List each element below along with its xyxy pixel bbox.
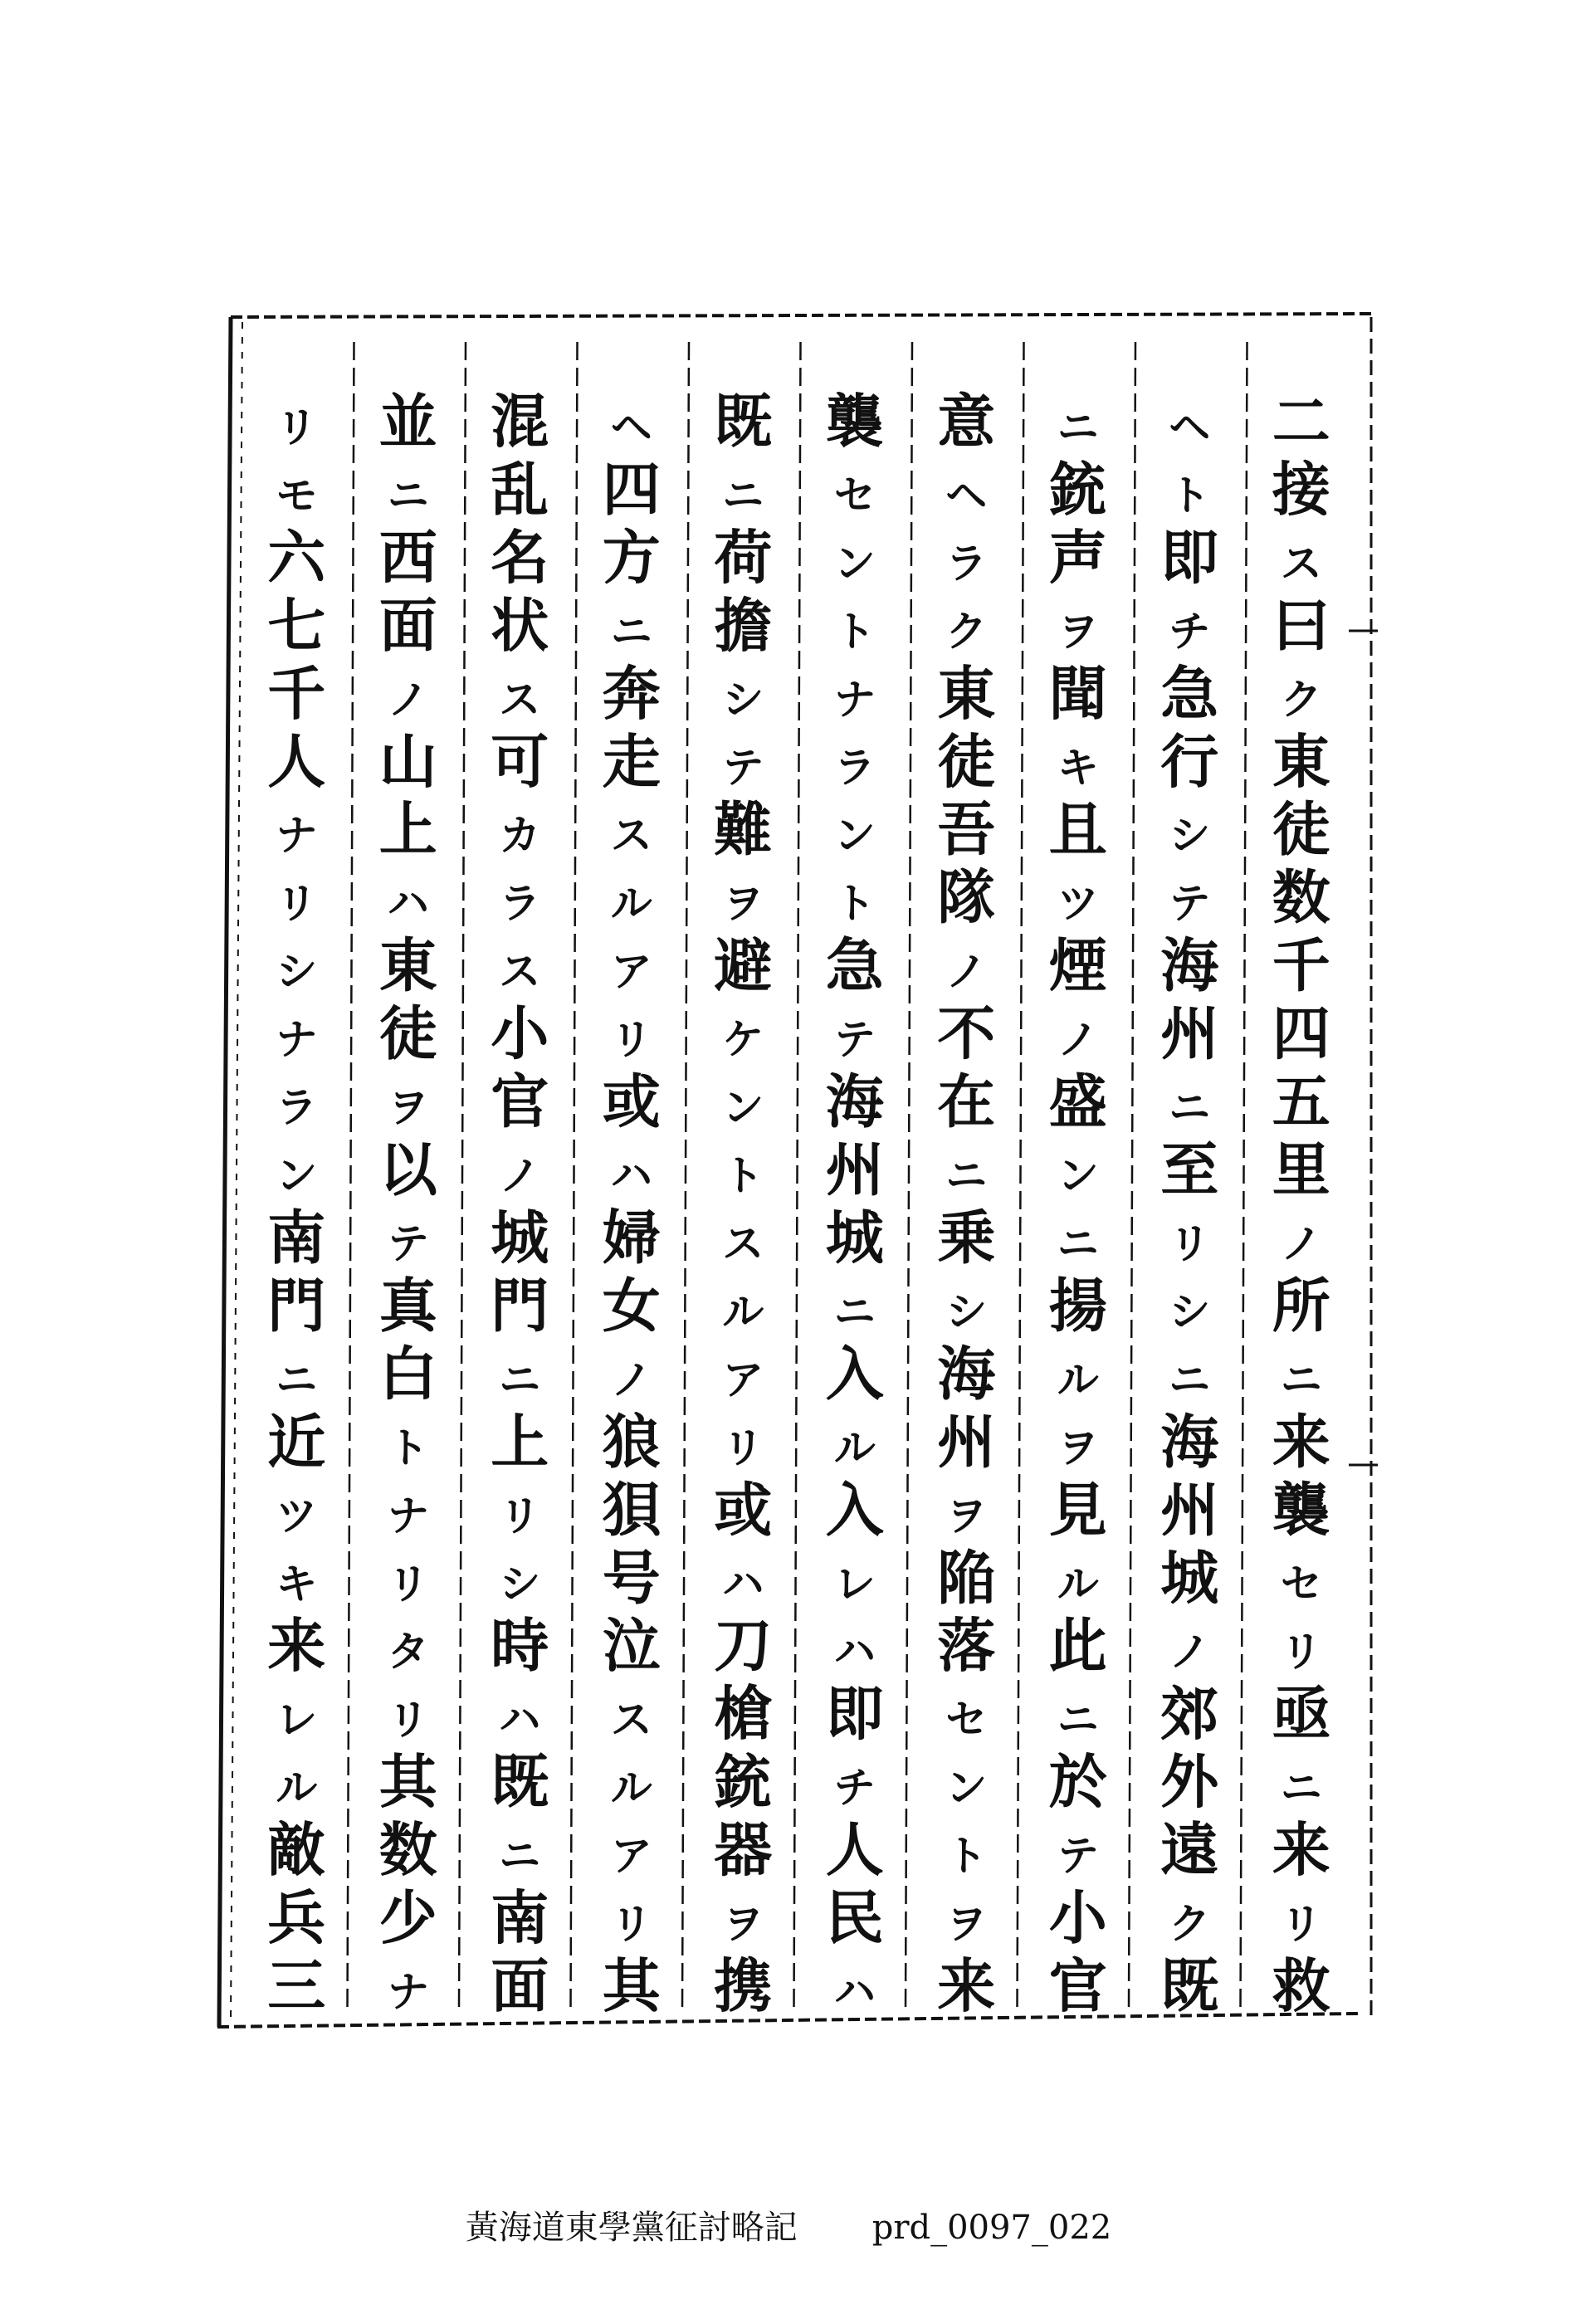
manuscript-glyph: 意 — [937, 388, 996, 456]
manuscript-glyph: 見 — [1048, 1476, 1107, 1545]
manuscript-glyph: 白 — [378, 1340, 437, 1409]
manuscript-glyph: 此 — [1048, 1612, 1107, 1681]
manuscript-glyph: ノ — [1057, 1015, 1099, 1064]
manuscript-glyph: ル — [1057, 1560, 1099, 1609]
manuscript-glyph: 急 — [825, 931, 884, 1000]
manuscript-glyph: リ — [722, 1423, 764, 1472]
manuscript-glyph: リ — [610, 1900, 652, 1949]
manuscript-glyph: ス — [610, 1696, 652, 1745]
manuscript-glyph: 海 — [1160, 931, 1219, 1000]
manuscript-glyph: 徒 — [1272, 795, 1330, 864]
manuscript-glyph: ナ — [833, 675, 876, 724]
manuscript-glyph: セ — [1280, 1560, 1322, 1609]
manuscript-glyph: ニ — [945, 1151, 988, 1200]
manuscript-glyph: ヘ — [945, 471, 988, 520]
manuscript-column-3 — [1048, 403, 1109, 2020]
column-rule-3 — [1018, 342, 1024, 2007]
manuscript-glyph: ラ — [833, 743, 876, 792]
manuscript-glyph: ト — [833, 879, 876, 928]
manuscript-glyph: リ — [1169, 1219, 1211, 1268]
manuscript-glyph: 城 — [491, 1204, 549, 1272]
manuscript-glyph: リ — [387, 1560, 429, 1609]
manuscript-glyph: 陥 — [937, 1544, 996, 1613]
column-rule-7 — [571, 342, 578, 2007]
manuscript-glyph: 襲 — [825, 388, 884, 456]
manuscript-glyph: 避 — [714, 931, 773, 1000]
manuscript-glyph: 既 — [491, 1748, 549, 1817]
manuscript-glyph: ン — [276, 1151, 318, 1200]
manuscript-glyph: 官 — [491, 1067, 549, 1136]
manuscript-glyph: 数 — [378, 1816, 437, 1885]
manuscript-glyph: タ — [387, 1628, 429, 1677]
manuscript-glyph: チ — [1169, 607, 1211, 656]
manuscript-glyph: ラ — [945, 539, 988, 588]
manuscript-glyph: ヲ — [387, 1083, 429, 1132]
manuscript-glyph: ツ — [276, 1492, 318, 1540]
manuscript-glyph: 来 — [1272, 1408, 1330, 1477]
column-rule-8 — [459, 342, 466, 2007]
manuscript-column-4 — [937, 388, 995, 2020]
manuscript-glyph: 落 — [937, 1612, 996, 1681]
manuscript-glyph: 入 — [825, 1340, 884, 1409]
manuscript-glyph: 救 — [1272, 1952, 1330, 2020]
manuscript-glyph: 州 — [1160, 999, 1219, 1068]
manuscript-glyph: ハ — [499, 1696, 541, 1745]
manuscript-glyph: 名 — [491, 523, 549, 592]
manuscript-glyph: ニ — [499, 1355, 541, 1404]
manuscript-glyph: ル — [610, 879, 652, 928]
manuscript-glyph: ニ — [1057, 403, 1099, 452]
manuscript-glyph: 海 — [1160, 1408, 1219, 1477]
manuscript-glyph: シ — [945, 1287, 988, 1336]
manuscript-glyph: 泣 — [602, 1612, 661, 1681]
manuscript-glyph: ノ — [945, 947, 988, 996]
manuscript-glyph: 徒 — [378, 999, 437, 1068]
manuscript-glyph: ニ — [276, 1355, 318, 1404]
manuscript-glyph: 民 — [825, 1884, 884, 1953]
manuscript-glyph: 盛 — [1048, 1067, 1107, 1136]
manuscript-glyph: 四 — [1272, 999, 1330, 1068]
manuscript-glyph: 即 — [825, 1680, 884, 1749]
manuscript-glyph: 上 — [491, 1408, 549, 1477]
manuscript-glyph: 州 — [825, 1135, 884, 1204]
manuscript-glyph: ア — [610, 947, 652, 996]
manuscript-glyph: 乗 — [937, 1204, 996, 1272]
manuscript-glyph: ス — [499, 675, 541, 724]
manuscript-glyph: ヲ — [945, 1492, 988, 1540]
manuscript-glyph: カ — [499, 811, 541, 860]
manuscript-glyph: 人 — [825, 1816, 884, 1885]
manuscript-column-8 — [491, 388, 550, 2020]
manuscript-glyph: ハ — [387, 879, 429, 928]
manuscript-glyph: 里 — [1272, 1135, 1330, 1204]
manuscript-glyph: テ — [1169, 879, 1211, 928]
manuscript-glyph: 海 — [937, 1340, 996, 1409]
manuscript-glyph: 真 — [378, 1272, 437, 1340]
caption-title: 黃海道東學黨征討略記 — [465, 2209, 798, 2247]
manuscript-glyph: 於 — [1048, 1748, 1107, 1817]
manuscript-glyph: 徒 — [937, 727, 996, 796]
manuscript-glyph: 其 — [602, 1952, 661, 2020]
manuscript-glyph: ン — [1057, 1151, 1099, 1200]
manuscript-glyph: ニ — [1280, 1764, 1322, 1813]
manuscript-glyph: ル — [276, 1764, 318, 1813]
manuscript-glyph: 刀 — [714, 1612, 773, 1681]
column-rule-5 — [794, 342, 801, 2007]
manuscript-glyph: セ — [833, 471, 876, 520]
manuscript-glyph: ル — [722, 1287, 764, 1336]
manuscript-glyph: ニ — [499, 1832, 541, 1881]
manuscript-glyph: 荷 — [714, 523, 773, 592]
manuscript-glyph: 銃 — [714, 1748, 773, 1817]
manuscript-glyph: シ — [499, 1560, 541, 1609]
manuscript-glyph: 銃 — [1048, 455, 1107, 524]
manuscript-glyph: 四 — [602, 455, 661, 524]
column-rule-1 — [1241, 342, 1247, 2007]
manuscript-glyph: モ — [276, 471, 318, 520]
manuscript-glyph: ニ — [1057, 1696, 1099, 1745]
manuscript-glyph: 其 — [378, 1748, 437, 1817]
manuscript-glyph: 方 — [602, 523, 661, 592]
manuscript-glyph: 東 — [937, 659, 996, 728]
caption-page-id: prd_0097_022 — [872, 2209, 1112, 2247]
manuscript-glyph: ノ — [1280, 1219, 1322, 1268]
page-caption — [0, 2201, 1577, 2248]
column-rule-6 — [682, 342, 689, 2007]
manuscript-glyph: 在 — [937, 1067, 996, 1136]
manuscript-glyph: 揚 — [1048, 1272, 1107, 1340]
manuscript-glyph: 接 — [1272, 455, 1330, 524]
manuscript-glyph: リ — [610, 1015, 652, 1064]
manuscript-glyph: ン — [833, 811, 876, 860]
manuscript-glyph: ト — [1169, 471, 1211, 520]
manuscript-glyph: キ — [276, 1560, 318, 1609]
manuscript-glyph: シ — [1169, 1287, 1211, 1336]
manuscript-glyph: ヘ — [610, 403, 652, 452]
manuscript-glyph: 急 — [1160, 659, 1219, 728]
manuscript-glyph: 既 — [714, 388, 773, 456]
manuscript-glyph: ヲ — [945, 1900, 988, 1949]
manuscript-glyph: 隊 — [937, 863, 996, 932]
manuscript-column-9 — [379, 388, 440, 2016]
manuscript-glyph: ア — [722, 1355, 764, 1404]
manuscript-glyph: 走 — [602, 727, 661, 796]
manuscript-glyph: 官 — [1048, 1952, 1107, 2020]
manuscript-column-5 — [826, 388, 885, 2016]
manuscript-glyph: ハ — [833, 1968, 876, 2016]
manuscript-glyph: 或 — [602, 1067, 661, 1136]
manuscript-glyph: 来 — [267, 1612, 326, 1681]
manuscript-glyph: ニ — [610, 607, 652, 656]
manuscript-glyph: 煙 — [1048, 931, 1107, 1000]
manuscript-glyph: セ — [945, 1696, 988, 1745]
manuscript-glyph: 携 — [714, 1952, 773, 2020]
frame-left-rule — [219, 317, 231, 2027]
manuscript-glyph: ニ — [1169, 1355, 1211, 1404]
manuscript-glyph: リ — [276, 879, 318, 928]
manuscript-glyph: ナ — [387, 1492, 429, 1540]
manuscript-glyph: 外 — [1160, 1748, 1219, 1817]
manuscript-glyph: 五 — [1272, 1067, 1330, 1136]
manuscript-glyph: 南 — [267, 1204, 326, 1272]
manuscript-glyph: 西 — [378, 523, 437, 592]
manuscript-glyph: レ — [833, 1560, 876, 1609]
manuscript-glyph: 女 — [602, 1272, 661, 1340]
manuscript-glyph: キ — [1057, 743, 1099, 792]
manuscript-glyph: 郊 — [1160, 1680, 1219, 1749]
manuscript-glyph: ノ — [387, 675, 429, 724]
manuscript-glyph: ア — [610, 1832, 652, 1881]
manuscript-glyph: ツ — [1057, 879, 1099, 928]
manuscript-glyph: シ — [1169, 811, 1211, 860]
manuscript-glyph: ン — [833, 539, 876, 588]
manuscript-glyph: 南 — [491, 1884, 549, 1953]
manuscript-glyph: 入 — [825, 1476, 884, 1545]
manuscript-glyph: ノ — [610, 1355, 652, 1404]
manuscript-glyph: 二 — [1272, 388, 1330, 456]
manuscript-glyph: ナ — [387, 1968, 429, 2016]
manuscript-glyph: ナ — [276, 1015, 318, 1064]
manuscript-glyph: ル — [610, 1764, 652, 1813]
manuscript-glyph: ラ — [499, 879, 541, 928]
manuscript-glyph: ハ — [610, 1151, 652, 1200]
manuscript-glyph: リ — [276, 403, 318, 452]
manuscript-glyph: ト — [945, 1832, 988, 1881]
manuscript-glyph: 来 — [937, 1952, 996, 2020]
manuscript-glyph: ン — [945, 1764, 988, 1813]
manuscript-glyph: 即 — [1160, 523, 1219, 592]
manuscript-glyph: 器 — [714, 1816, 773, 1885]
manuscript-glyph: 面 — [378, 591, 437, 660]
manuscript-glyph: ケ — [722, 1015, 764, 1064]
manuscript-glyph: 並 — [378, 388, 437, 456]
column-rule-9 — [348, 342, 354, 2007]
column-rule-2 — [1129, 342, 1135, 2007]
manuscript-glyph: 婦 — [602, 1204, 661, 1272]
manuscript-glyph: 亟 — [1272, 1680, 1330, 1749]
manuscript-glyph: 狼 — [602, 1408, 661, 1477]
manuscript-glyph: レ — [276, 1696, 318, 1745]
manuscript-glyph: 少 — [378, 1884, 437, 1953]
manuscript-glyph: 既 — [1160, 1952, 1219, 2020]
manuscript-glyph: 可 — [491, 727, 549, 796]
manuscript-glyph: ヘ — [1169, 403, 1211, 452]
manuscript-glyph: ハ — [833, 1628, 876, 1677]
manuscript-glyph: ト — [387, 1423, 429, 1472]
manuscript-glyph: 数 — [1272, 863, 1330, 932]
manuscript-glyph: 以 — [378, 1135, 437, 1204]
manuscript-glyph: ヲ — [1057, 1423, 1099, 1472]
manuscript-glyph: 東 — [378, 931, 437, 1000]
manuscript-glyph: ニ — [387, 471, 429, 520]
manuscript-glyph: ニ — [1169, 1083, 1211, 1132]
manuscript-glyph: ハ — [722, 1560, 764, 1609]
manuscript-glyph: 門 — [267, 1272, 326, 1340]
manuscript-glyph: ル — [833, 1423, 876, 1472]
manuscript-glyph: ニ — [1280, 1355, 1322, 1404]
manuscript-glyph: 難 — [714, 795, 773, 864]
manuscript-glyph: ニ — [833, 1287, 876, 1336]
manuscript-glyph: ヲ — [722, 1900, 764, 1949]
manuscript-glyph: 面 — [491, 1952, 549, 2020]
manuscript-glyph: リ — [499, 1492, 541, 1540]
manuscript-glyph: 不 — [937, 999, 996, 1068]
frame-left-inner-rule — [231, 322, 242, 2019]
manuscript-column-1 — [1272, 388, 1331, 2020]
manuscript-glyph: ヲ — [722, 879, 764, 928]
manuscript-glyph: ン — [722, 1083, 764, 1132]
manuscript-glyph: ク — [1169, 1900, 1211, 1949]
manuscript-glyph: ク — [945, 607, 988, 656]
manuscript-glyph: 来 — [1272, 1816, 1330, 1885]
manuscript-glyph: 曰 — [1272, 591, 1330, 660]
manuscript-glyph: テ — [833, 1015, 876, 1064]
manuscript-glyph: 海 — [825, 1067, 884, 1136]
manuscript-glyph: ノ — [499, 1151, 541, 1200]
manuscript-glyph: 上 — [378, 795, 437, 864]
manuscript-glyph: 行 — [1160, 727, 1219, 796]
manuscript-glyph: ラ — [276, 1083, 318, 1132]
manuscript-glyph: 或 — [714, 1476, 773, 1545]
manuscript-glyph: 門 — [491, 1272, 549, 1340]
manuscript-glyph: 状 — [491, 591, 549, 660]
manuscript-glyph: 州 — [1160, 1476, 1219, 1545]
manuscript-glyph: 吾 — [937, 795, 996, 864]
manuscript-glyph: 乱 — [491, 455, 549, 524]
manuscript-column-6 — [714, 388, 772, 2020]
manuscript-glyph: ト — [833, 607, 876, 656]
manuscript-glyph: シ — [276, 947, 318, 996]
manuscript-glyph: 人 — [267, 727, 326, 796]
manuscript-glyph: ス — [1280, 539, 1322, 588]
manuscript-glyph: ナ — [276, 811, 318, 860]
manuscript-glyph: 州 — [937, 1408, 996, 1477]
manuscript-glyph: リ — [387, 1696, 429, 1745]
manuscript-glyph: 城 — [1160, 1544, 1219, 1613]
manuscript-glyph: ノ — [1169, 1628, 1211, 1677]
manuscript-glyph: 千 — [267, 659, 326, 728]
manuscript-glyph: ク — [1280, 675, 1322, 724]
manuscript-glyph: 小 — [491, 999, 549, 1068]
manuscript-glyph: 至 — [1160, 1135, 1219, 1204]
manuscript-glyph: リ — [1280, 1900, 1322, 1949]
manuscript-glyph: テ — [387, 1219, 429, 1268]
manuscript-glyph: 襲 — [1272, 1476, 1330, 1545]
manuscript-glyph: テ — [1057, 1832, 1099, 1881]
manuscript-glyph: ル — [1057, 1355, 1099, 1404]
manuscript-glyph: 六 — [267, 523, 326, 592]
manuscript-glyph: 七 — [267, 591, 326, 660]
manuscript-glyph: シ — [722, 675, 764, 724]
manuscript-glyph: テ — [722, 743, 764, 792]
manuscript-glyph: 東 — [1272, 727, 1330, 796]
manuscript-glyph: 兵 — [267, 1884, 326, 1953]
manuscript-glyph: 号 — [602, 1544, 661, 1613]
manuscript-glyph: 時 — [491, 1612, 549, 1681]
manuscript-glyph: 狽 — [602, 1476, 661, 1545]
frame-top-rule — [231, 314, 1371, 317]
manuscript-glyph: ヲ — [1057, 607, 1099, 656]
manuscript-glyph: リ — [1280, 1628, 1322, 1677]
manuscript-column-10 — [267, 403, 326, 2020]
manuscript-glyph: 山 — [378, 727, 437, 796]
manuscript-column-7 — [603, 403, 663, 2020]
manuscript-glyph: 声 — [1048, 523, 1107, 592]
manuscript-glyph: チ — [833, 1764, 876, 1813]
manuscript-glyph: 千 — [1272, 931, 1330, 1000]
column-rule-4 — [906, 342, 912, 2007]
manuscript-glyph: 近 — [267, 1408, 326, 1477]
manuscript-glyph: 遠 — [1160, 1816, 1219, 1885]
manuscript-glyph: 且 — [1048, 795, 1107, 864]
manuscript-glyph: 敵 — [267, 1816, 326, 1885]
manuscript-glyph: ト — [722, 1151, 764, 1200]
manuscript-glyph: 混 — [491, 388, 549, 456]
manuscript-glyph: 擔 — [714, 591, 773, 660]
manuscript-glyph: 所 — [1272, 1272, 1330, 1340]
manuscript-glyph: ス — [722, 1219, 764, 1268]
manuscript-glyph: 三 — [267, 1952, 326, 2020]
manuscript-glyph: 奔 — [602, 659, 661, 728]
manuscript-glyph: 城 — [825, 1204, 884, 1272]
manuscript-glyph: 槍 — [714, 1680, 773, 1749]
manuscript-glyph: ス — [499, 947, 541, 996]
manuscript-glyph: 小 — [1048, 1884, 1107, 1953]
manuscript-column-2 — [1160, 403, 1220, 2020]
manuscript-glyph: ニ — [722, 471, 764, 520]
manuscript-glyph: 聞 — [1048, 659, 1107, 728]
manuscript-glyph: ニ — [1057, 1219, 1099, 1268]
manuscript-glyph: ス — [610, 811, 652, 860]
